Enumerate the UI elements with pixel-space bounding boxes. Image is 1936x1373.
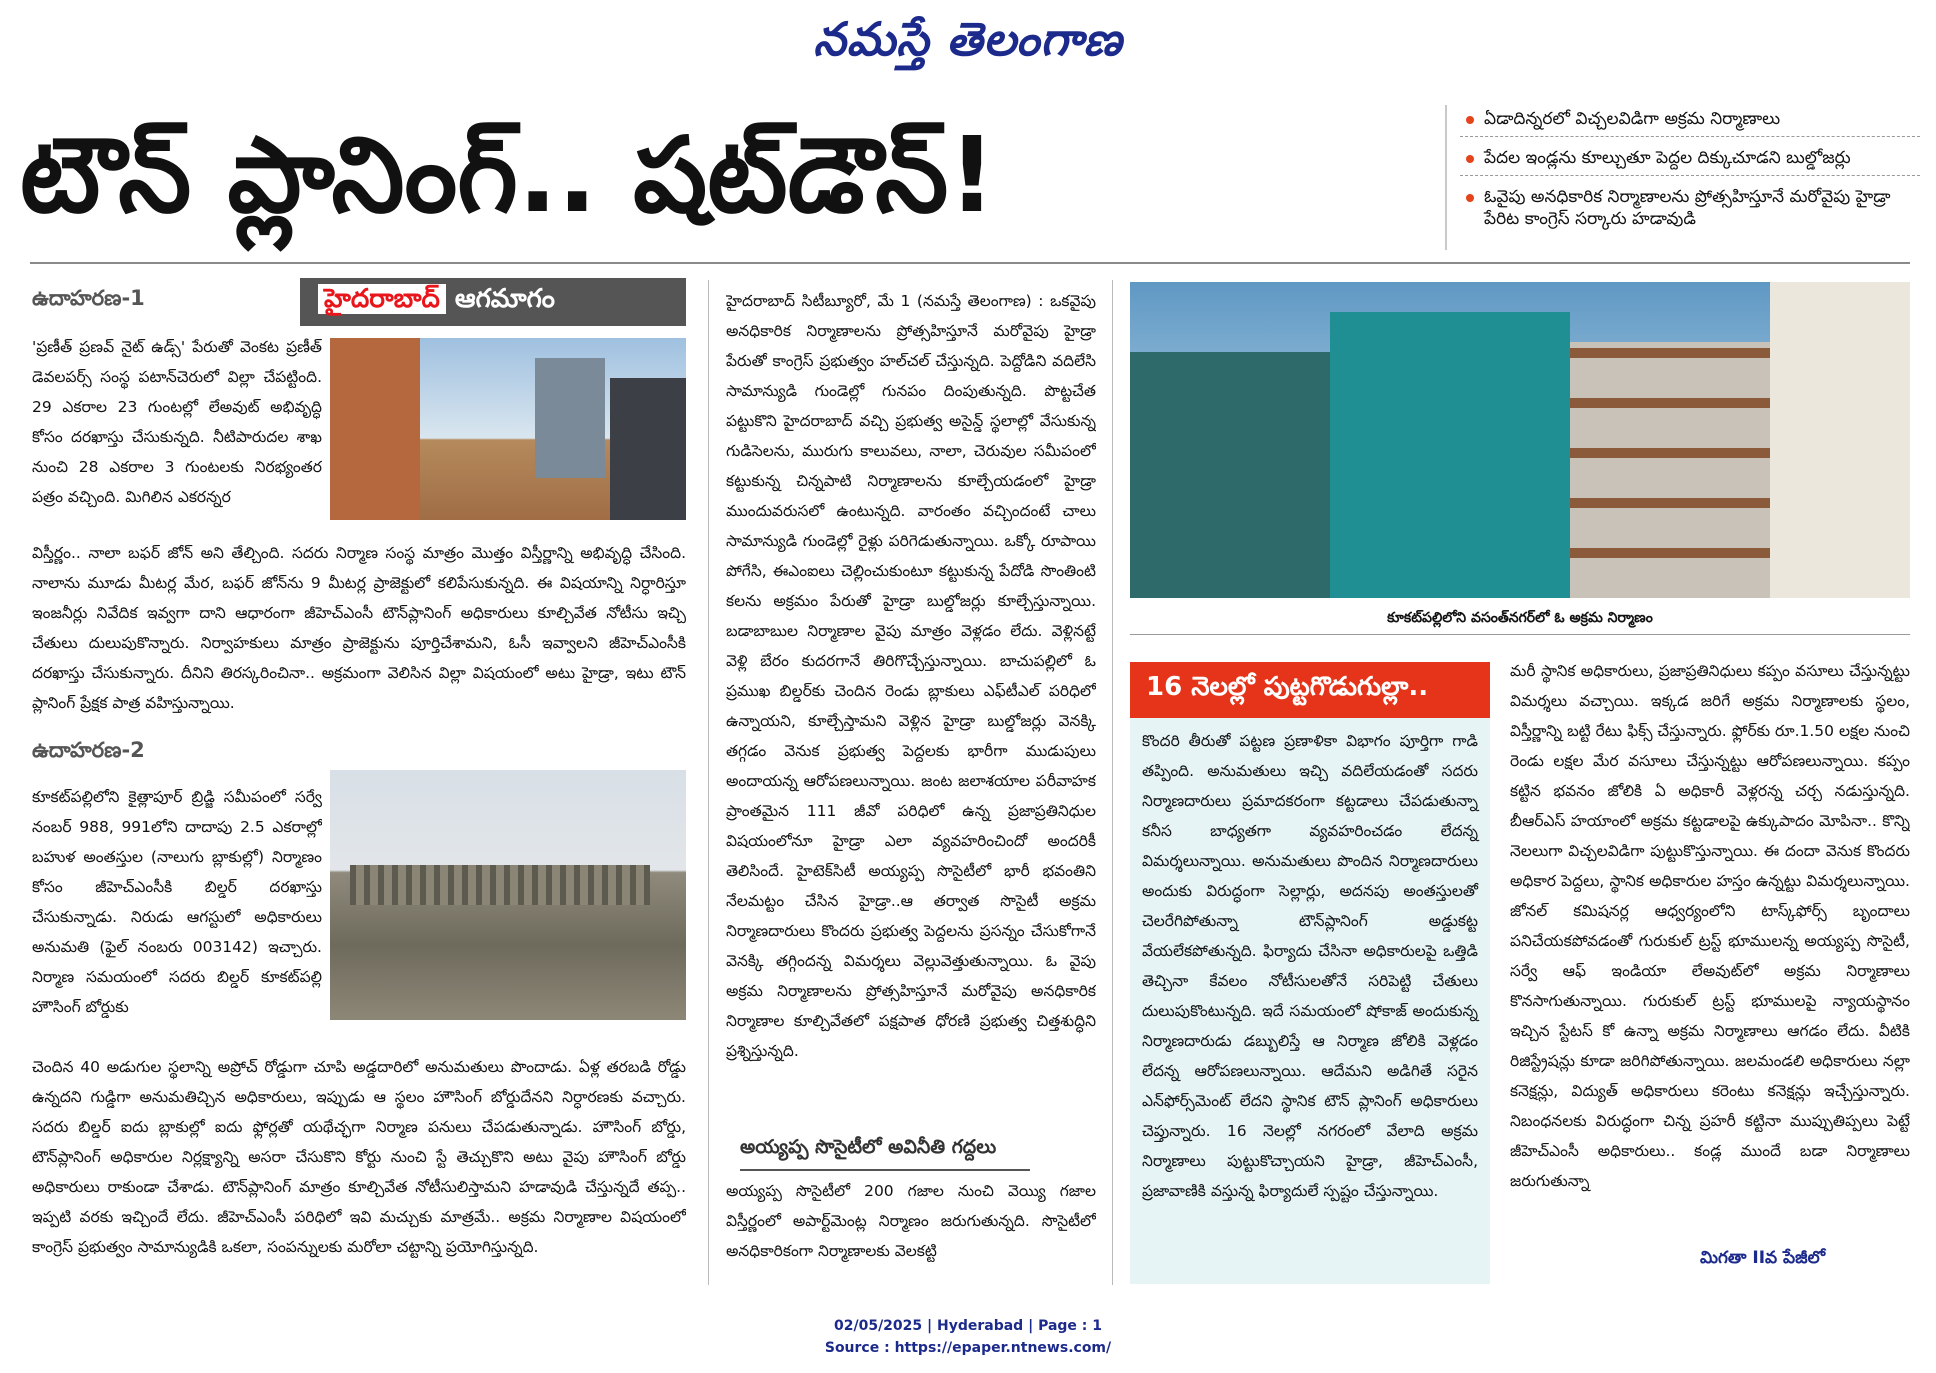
photo-building (535, 358, 605, 478)
main-headline: టౌన్ ప్లానింగ్.. షట్‌డౌన్! (20, 114, 996, 236)
bullet-icon (1466, 194, 1474, 202)
right-column-text: మరీ స్థానిక అధికారులు, ప్రజాప్రతినిధులు కప్పం వసూలు చేస్తున్నట్టు విమర్శలు వచ్చాయి. ఇక్కడ జరిగే అక్రమ నిర్మాణాలకు స్థలం, విస్తీర్ణాన్ని బట్టి రేటు ఫిక్స్ చేస్తున్నారు. ఫ్లోర్‌కు రూ.1.50 లక్షల నుంచి రెండు లక్షల మేర వసూలు చేస్తున్నట్టు ఆరోపణలున్నాయి. కప్పం కట్టిన భవనం జోలికి ఏ అధికారీ వెళ్లరన్న చర్చ నడుస్తున్నది. బీఆర్ఎస్ హయాంలో అక్రమ కట్టడాలపై ఉక్కుపాదం మోపినా.. కొన్ని నెలలుగా విచ్చలవిడిగా పుట్టుకొస్తున్నాయి. ఈ దందా వెనుక కొందరు అధికార పెద్దలు, స్థానిక అధికారుల హస్తం ఉన్నట్టు విమర్శలున్నాయి. జోనల్ కమిషనర్ల ఆధ్వర్యంలోని టాస్క్‌ఫోర్స్ బృందాలు పనిచేయకపోవడంతో గురుకుల్ ట్రస్ట్ భూములన్న అయ్యప్ప సొసైటీ, సర్వే ఆఫ్ ఇండియా లేఅవుట్‌లో అక్రమ నిర్మాణాలు కొనసాగుతున్నాయి. గురుకుల్ ట్రస్ట్ భూములపై న్యాయస్థానం ఇచ్చిన స్టేటస్ కో ఉన్నా అక్రమ నిర్మాణాలు ఆగడం లేదు. వీటికి రిజిస్ట్రేషన్లు కూడా జరిగిపోతున్నాయి. జలమండలి అధికారులు నల్లా కనెక్షన్లు, విద్యుత్ అధికారులు కరెంటు కనెక్షన్లు ఇచ్చేస్తున్నారు. నిబంధనలకు విరుద్ధంగా చిన్న ప్రహరీ కట్టినా ముప్పుతిప్పలు పెట్టే జీహెచ్ఎంసీ అధికారులు.. కండ్ల ముందే బడా నిర్మాణాలు జరుగుతున్నా (1510, 662, 1910, 1190)
deck-item: ఏడాదిన్నరలో విచ్చలవిడిగా అక్రమ నిర్మాణాలు (1460, 108, 1920, 137)
column-divider (708, 280, 709, 1285)
example-2-text-a: కూకట్‌పల్లిలోని కైత్లాపూర్ బ్రిడ్జి సమీపంలో సర్వే నంబర్ 988, 991లోని దాదాపు 2.5 ఎకరాల్లో బహుళ అంతస్తుల (నాలుగు బ్లాకుల్లో) నిర్మాణం కోసం జీహెచ్ఎంసీకి బిల్డర్ దరఖాస్తు చేసుకున్నాడు. నిరుడు ఆగస్టులో అధికారులు అనుమతి (ఫైల్ నంబరు 003142) ఇచ్చారు. నిర్మాణ సమయంలో సదరు బిల్డర్ కూకట్‌పల్లి హౌసింగ్ బోర్డుకు (32, 788, 322, 1016)
bullet-icon (1466, 155, 1474, 163)
example-2-tag: ఉదాహరణ-2 (32, 738, 145, 762)
continued-marker: మిగతా IIవ పేజీలో (1700, 1248, 1826, 1268)
main-story-text: హైదరాబాద్ సిటీబ్యూరో, మే 1 (నమస్తే తెలంగాణ) : ఒకవైపు అనధికారిక నిర్మాణాలను ప్రోత్సహిస్తూనే మరోవైపు హైడ్రా పేరుతో కాంగ్రెస్ ప్రభుత్వం హల్‌చల్ చేస్తున్నది. పెద్దోడిని వదిలేసి సామాన్యుడి గుండెల్లో గునపం దింపుతున్నది. పొట్టచేత పట్టుకొని హైదరాబాద్ వచ్చి ప్రభుత్వ అసైన్డ్ స్థలాల్లో వేసుకున్న గుడిసెలను, మురుగు కాలువలు, నాలా, చెరువుల సమీపంలో కట్టుకున్న చిన్నపాటి నిర్మాణాలను కూల్చేయడంలో హైడ్రా ముందువరుసలో ఉంటున్నది. వారంతం వచ్చిందంటే చాలు సామాన్యుడి గుండెల్లో రైళ్లు పరిగెడుతున్నాయి. ఒక్కో రూపాయి పోగేసి, ఈఎంఐలు చెల్లించుకుంటూ కట్టుకున్న పేదోడి సొంతింటి కలను అక్రమం పేరుతో హైడ్రా బుల్డోజర్లు కూల్చేస్తున్నాయి. బడాబాబుల నిర్మాణాల వైపు మాత్రం వెళ్లడం లేదు. వెళ్లినట్టే వెళ్లి బేరం కుదరగానే తిరిగొచ్చేస్తున్నాయి. బాచుపల్లిలో ఓ ప్రముఖ బిల్డర్‌కు చెందిన రెండు బ్లాకులు ఎఫ్‌టీఎల్ పరిధిలో ఉన్నాయని, కూల్చేస్తామని వెళ్లిన హైడ్రా బుల్డోజర్లు వెనక్కి తగ్గడం వెనుక ప్రభుత్వ పెద్దలకు భారీగా ముడుపులు అందాయన్న ఆరోపణలున్నాయి. జంట జలాశయాల పరీవాహక ప్రాంతమైన 111 జీవో పరిధిలో ఉన్న ప్రజాప్రతినిధుల విషయంలోనూ హైడ్రా ఎలా వ్యవహరించిందో అందరికీ తెలిసిందే. హైటెక్‌సిటీ అయ్యప్ప సొసైటీలో భారీ భవంతిని నేలమట్టం చేసిన హైడ్రా..ఆ తర్వాత సొసైటీ అక్రమ నిర్మాణదారులు కొందరు ప్రభుత్వ పెద్దలను ప్రసన్నం చేసుకోగానే వెనక్కి తగ్గిందన్న విమర్శలు వెల్లువెత్తుతున్నాయి. ఓ వైపు అక్రమ నిర్మాణాలను ప్రోత్సహిస్తూనే మరోవైపు అనధికారిక నిర్మాణాల కూల్చివేతలో పక్షపాత ధోరణి ప్రభుత్వ చిత్తశుద్ధిని ప్రశ్నిస్తున్నది. (726, 292, 1096, 1060)
photo-apartment (1770, 282, 1910, 598)
top-rule (30, 262, 1910, 264)
illegal-building-photo (1130, 282, 1910, 598)
photo-scaffold (1570, 342, 1770, 598)
caption-rule (1130, 634, 1910, 635)
construction-site-photo (330, 770, 686, 1020)
photo-trees (1130, 352, 1340, 598)
section-banner (300, 278, 686, 326)
subhead-story-text: అయ్యప్ప సొసైటీలో 200 గజాల నుంచి వెయ్యి గజాల విస్తీర్ణంలో అపార్ట్‌మెంట్ల నిర్మాణం జరుగుతున్నది. సొసైటీలో అనధికారికంగా నిర్మాణాలకు వెలకట్టి (726, 1182, 1096, 1260)
footer-source-line: Source : https://epaper.ntnews.com/ (824, 1340, 1112, 1356)
photo-caption: కూకట్‌పల్లిలోని వసంత్‌నగర్‌లో ఓ అక్రమ నిర్మాణం (1387, 610, 1653, 626)
headline-divider (1445, 105, 1447, 250)
example-1-text-b: విస్తీర్ణం.. నాలా బఫర్ జోన్ అని తేల్చింది. సదరు నిర్మాణ సంస్థ మాత్రం మొత్తం విస్తీర్ణాన్ని అభివృద్ధి చేసింది. నాలాను మూడు మీటర్ల మేర, బఫర్ జోన్‌ను 9 మీటర్ల ప్రాజెక్టులో కలిపేసుకున్నది. ఈ విషయాన్ని నిర్ధారిస్తూ ఇంజనీర్లు నివేదిక ఇవ్వగా దాని ఆధారంగా జీహెచ్ఎంసీ టౌన్‌ప్లానింగ్ అధికారులు కూల్చివేత నోటీసు ఇచ్చి చేతులు దులుపుకొన్నారు. నిర్వాహకులు మాత్రం ప్రాజెక్టును పూర్తిచేశామని, ఓసీ ఇవ్వాలని జీహెచ్ఎంసీకి దరఖాస్తు చేసుకున్నారు. దీనిని తిరస్కరించినా.. అక్రమంగా వెలిసిన విల్లా విషయంలో అటు హైడ్రా, ఇటు టౌన్ ప్లానింగ్ ప్రేక్షక పాత్ర వహిస్తున్నాయి. (32, 544, 686, 712)
photo-pillars (350, 865, 650, 905)
photo-green-net (1330, 312, 1570, 598)
photo-wall (330, 338, 420, 520)
subhead-ayyappa: అయ్యప్ప సొసైటీలో అవినీతి గద్దలు (740, 1136, 1030, 1171)
sidebar-box-text: కొందరి తీరుతో పట్టణ ప్రణాళికా విభాగం పూర్తిగా గాడి తప్పింది. అనుమతులు ఇచ్చి వదిలేయడంతో సదరు నిర్మాణదారులు ప్రమాదకరంగా కట్టడాలు చేపడుతున్నా కనీస బాధ్యతగా వ్యవహరించడం లేదన్న విమర్శలున్నాయి. అనుమతులు పొందిన నిర్మాణదారులు అందుకు విరుద్ధంగా సెల్లార్లు, అదనపు అంతస్తులతో చెలరేగిపోతున్నా టౌన్‌ప్లానింగ్ అడ్డుకట్ట వేయలేకపోతున్నది. ఫిర్యాదు చేసినా అధికారులపై ఒత్తిడి తెచ్చినా కేవలం నోటీసులతోనే సరిపెట్టి చేతులు దులుపుకొంటున్నది. ఇదే సమయంలో షోకాజ్ అందుకున్న నిర్మాణదారుడు డబ్బులిస్తే ఆ నిర్మాణ జోలికి వెళ్లడం లేదన్న ఆరోపణలున్నాయి. ఆదేమని అడిగితే సరైన ఎన్‌ఫోర్స్‌మెంట్ లేదని స్థానిక టౌన్ ప్లానింగ్ అధికారులు చెప్తున్నారు. 16 నెలల్లో నగరంలో వేలాది అక్రమ నిర్మాణాలు పుట్టుకొచ్చాయని హైడ్రా, జీహెచ్ఎంసీ, ప్రజావాణికి వస్తున్న ఫిర్యాదులే స్పష్టం చేస్తున్నాయి. (1142, 732, 1478, 1200)
footer-date-line: 02/05/2025 | Hyderabad | Page : 1 (833, 1318, 1103, 1334)
example-1-text-a: 'ప్రణీత్ ప్రణవ్ నైట్ ఉడ్స్' పేరుతో వెంకట ప్రణీత్ డెవలపర్స్ సంస్థ పటాన్‌చెరులో విల్లా చేపట్టింది. 29 ఎకరాల 23 గుంటల్లో లేఅవుట్ అభివృద్ధి కోసం దరఖాస్తు చేసుకున్నది. నీటిపారుదల శాఖ నుంచి 28 ఎకరాల 3 గుంటలకు నిరభ్యంతర పత్రం వచ్చింది. మిగిలిన ఎకరన్నర (32, 338, 322, 506)
sidebar-box (1130, 662, 1490, 1284)
photo-sign (610, 378, 686, 520)
example-2-text-b: చెందిన 40 అడుగుల స్థలాన్ని అప్రోచ్ రోడ్డుగా చూపి అడ్డదారిలో అనుమతులు పొందాడు. ఏళ్ల తరబడి రోడ్డు ఉన్నదని గుడ్డిగా అనుమతిచ్చిన అధికారులు, ఇప్పుడు ఆ స్థలం హౌసింగ్ బోర్డుదేనని నిర్ధారణకు వచ్చారు. సదరు బిల్డర్ ఐదు బ్లాకుల్లో ఐదు ఫ్లోర్లతో యథేచ్ఛగా నిర్మాణ పనులు చేపడుతున్నాడు. హౌసింగ్ బోర్డు, టౌన్‌ప్లానింగ్ అధికారుల నిర్లక్ష్యాన్ని అసరా చేసుకొని కోర్టు నుంచి స్టే తెచ్చుకొని అటు వైపు హౌసింగ్ బోర్డు అధికారులు రాకుండా చేశాడు. టౌన్‌ప్లానింగ్ మాత్రం కూల్చివేత నోటీసులిస్తామని హడావుడి చేస్తున్నదే తప్ప.. ఇప్పటి వరకు ఇచ్చిందే లేదు. జీహెచ్ఎంసీ పరిధిలో ఇవి మచ్చుకు మాత్రమే.. అక్రమ నిర్మాణాల విషయంలో కాంగ్రెస్ ప్రభుత్వం సామాన్యుడికి ఒకలా, సంపన్నులకు మరోలా చట్టాన్ని ప్రయోగిస్తున్నది. (32, 1058, 686, 1256)
deck-item: ఓవైపు అనధికారిక నిర్మాణాలను ప్రోత్సహిస్తూనే మరోవైపు హైడ్రా పేరిట కాంగ్రెస్ సర్కారు హడావుడి (1460, 186, 1920, 236)
sidebar-box-heading: 16 నెలల్లో పుట్టగొడుగుల్లా.. (1130, 662, 1490, 718)
example-1-tag: ఉదాహరణ-1 (32, 286, 145, 310)
banner-city: హైదరాబాద్ (318, 284, 446, 314)
masthead-logo: నమస్తే తెలంగాణ (813, 12, 1123, 66)
bullet-icon (1466, 116, 1474, 124)
banner-label: ఆగమాగం (454, 284, 555, 314)
deck-list (1460, 108, 1920, 246)
villa-photo (330, 338, 686, 520)
column-divider (1112, 280, 1113, 1285)
deck-item: పేదల ఇండ్లను కూల్చుతూ పెద్దల దిక్కుచూడని బుల్డోజర్లు (1460, 147, 1920, 176)
